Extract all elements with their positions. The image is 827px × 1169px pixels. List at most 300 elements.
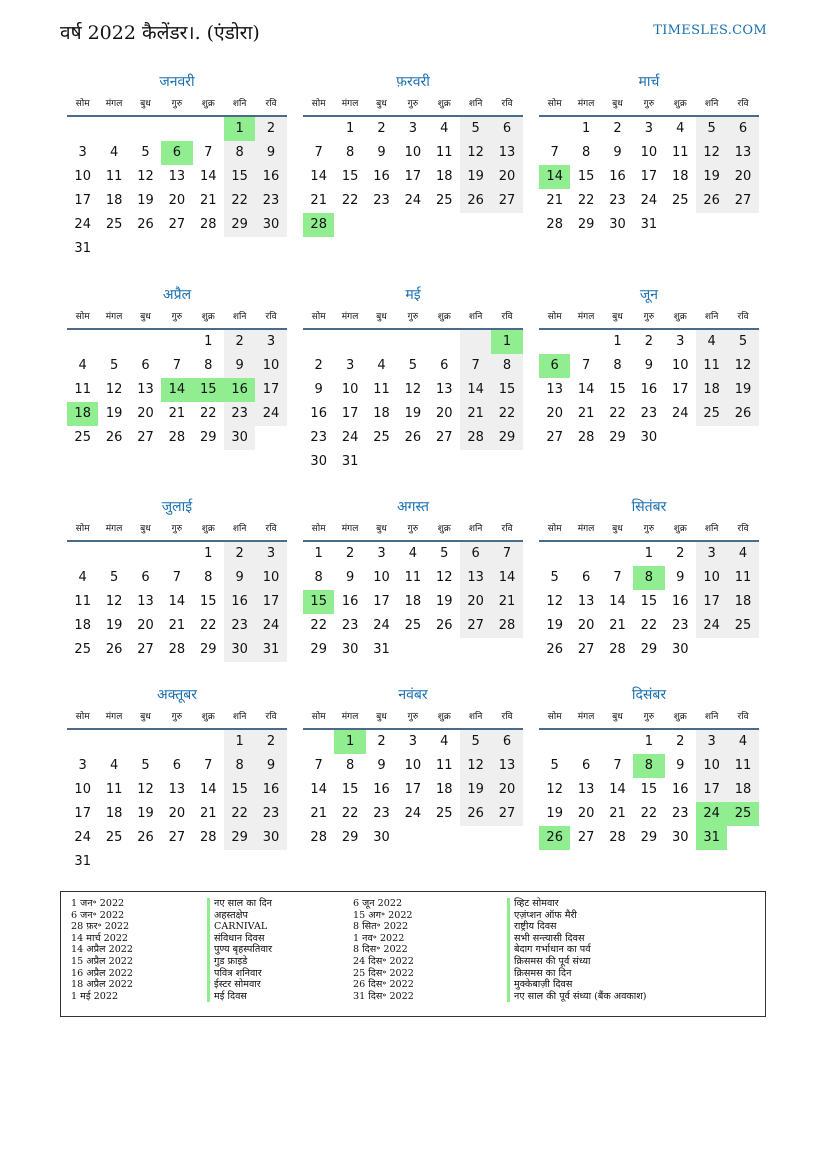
day-cell[interactable]: 12 xyxy=(137,169,154,184)
day-cell[interactable]: 2 xyxy=(377,734,386,749)
day-cell[interactable]: 14 xyxy=(199,782,217,797)
day-cell[interactable]: 16 xyxy=(671,594,689,609)
day-cell[interactable]: 13 xyxy=(491,141,522,165)
day-cell[interactable]: 26 xyxy=(460,189,491,213)
day-cell[interactable]: 13 xyxy=(168,782,186,797)
day-cell[interactable]: 21 xyxy=(310,193,327,208)
day-cell[interactable]: 17 xyxy=(255,590,286,614)
day-cell[interactable]: 29 xyxy=(609,430,626,445)
day-cell[interactable]: 9 xyxy=(613,145,622,160)
day-cell[interactable]: 30 xyxy=(671,830,689,845)
day-cell[interactable]: 2 xyxy=(676,734,685,749)
day-cell[interactable]: 25 xyxy=(105,830,123,845)
day-cell[interactable]: 26 xyxy=(546,642,563,657)
day-cell[interactable]: 8 xyxy=(345,758,355,773)
day-cell[interactable]: 29 xyxy=(341,830,359,845)
day-cell[interactable]: 6 xyxy=(172,758,181,773)
day-cell[interactable]: 13 xyxy=(168,169,186,184)
day-cell[interactable]: 2 xyxy=(676,546,685,561)
day-cell[interactable]: 21 xyxy=(609,806,626,821)
day-cell[interactable]: 24 xyxy=(640,193,658,208)
day-cell[interactable]: 3 xyxy=(644,121,653,136)
day-cell[interactable]: 14 xyxy=(491,566,522,590)
day-cell[interactable]: 19 xyxy=(404,406,422,421)
day-cell[interactable]: 11 xyxy=(727,754,758,778)
day-cell[interactable]: 5 xyxy=(460,117,491,141)
day-cell[interactable]: 25 xyxy=(105,217,123,232)
day-cell[interactable]: 24 xyxy=(696,802,727,826)
day-cell[interactable]: 16 xyxy=(224,378,255,402)
day-cell[interactable]: 4 xyxy=(109,758,119,773)
day-cell[interactable]: 2 xyxy=(644,334,653,349)
day-cell[interactable]: 5 xyxy=(440,546,449,561)
day-cell[interactable]: 18 xyxy=(105,193,123,208)
day-cell[interactable]: 25 xyxy=(404,618,422,633)
day-cell[interactable]: 18 xyxy=(671,169,689,184)
day-cell[interactable]: 14 xyxy=(609,782,626,797)
day-cell[interactable]: 1 xyxy=(224,117,255,141)
day-cell[interactable]: 7 xyxy=(550,145,559,160)
day-cell[interactable]: 23 xyxy=(341,618,359,633)
day-cell[interactable]: 20 xyxy=(168,193,186,208)
day-cell[interactable]: 28 xyxy=(199,830,217,845)
day-cell[interactable]: 3 xyxy=(255,330,286,354)
day-cell[interactable]: 6 xyxy=(727,117,758,141)
day-cell[interactable]: 9 xyxy=(676,758,685,773)
day-cell[interactable]: 18 xyxy=(74,618,91,633)
day-cell[interactable]: 11 xyxy=(435,145,453,160)
day-cell[interactable]: 7 xyxy=(613,570,622,585)
day-cell[interactable]: 16 xyxy=(341,594,359,609)
day-cell[interactable]: 15 xyxy=(193,378,224,402)
day-cell[interactable]: 5 xyxy=(550,570,559,585)
day-cell[interactable]: 7 xyxy=(460,354,491,378)
day-cell[interactable]: 4 xyxy=(727,542,758,566)
day-cell[interactable]: 18 xyxy=(435,169,453,184)
day-cell[interactable]: 13 xyxy=(577,782,595,797)
day-cell[interactable]: 1 xyxy=(314,546,323,561)
day-cell[interactable]: 13 xyxy=(546,382,563,397)
day-cell[interactable]: 8 xyxy=(613,358,622,373)
day-cell[interactable]: 10 xyxy=(74,169,91,184)
day-cell[interactable]: 28 xyxy=(303,213,334,237)
day-cell[interactable]: 31 xyxy=(74,854,91,869)
day-cell[interactable]: 8 xyxy=(581,145,591,160)
day-cell[interactable]: 10 xyxy=(404,145,422,160)
day-cell[interactable]: 11 xyxy=(74,594,91,609)
day-cell[interactable]: 24 xyxy=(255,614,286,638)
day-cell[interactable]: 18 xyxy=(727,778,758,802)
day-cell[interactable]: 30 xyxy=(373,830,390,845)
day-cell[interactable]: 11 xyxy=(373,382,390,397)
day-cell[interactable]: 21 xyxy=(168,618,186,633)
day-cell[interactable]: 4 xyxy=(109,145,119,160)
day-cell[interactable]: 12 xyxy=(460,141,491,165)
day-cell[interactable]: 30 xyxy=(255,826,286,850)
day-cell[interactable]: 6 xyxy=(539,354,570,378)
day-cell[interactable]: 20 xyxy=(577,618,595,633)
day-cell[interactable]: 11 xyxy=(105,169,123,184)
day-cell[interactable]: 21 xyxy=(199,806,217,821)
day-cell[interactable]: 22 xyxy=(224,802,255,826)
day-cell[interactable]: 31 xyxy=(255,638,286,662)
day-cell[interactable]: 6 xyxy=(491,730,522,754)
day-cell[interactable]: 24 xyxy=(373,618,390,633)
day-cell[interactable]: 4 xyxy=(696,330,727,354)
day-cell[interactable]: 27 xyxy=(137,430,154,445)
day-cell[interactable]: 27 xyxy=(460,614,491,638)
day-cell[interactable]: 8 xyxy=(314,570,323,585)
day-cell[interactable]: 6 xyxy=(491,117,522,141)
day-cell[interactable]: 1 xyxy=(613,334,622,349)
day-cell[interactable]: 26 xyxy=(539,826,570,850)
day-cell[interactable]: 24 xyxy=(404,806,422,821)
day-cell[interactable]: 15 xyxy=(199,594,217,609)
day-cell[interactable]: 16 xyxy=(310,406,327,421)
day-cell[interactable]: 30 xyxy=(640,430,658,445)
day-cell[interactable]: 15 xyxy=(341,782,359,797)
day-cell[interactable]: 2 xyxy=(255,730,286,754)
day-cell[interactable]: 14 xyxy=(577,382,595,397)
day-cell[interactable]: 3 xyxy=(408,734,417,749)
day-cell[interactable]: 23 xyxy=(224,614,255,638)
day-cell[interactable]: 1 xyxy=(644,546,653,561)
day-cell[interactable]: 21 xyxy=(491,590,522,614)
day-cell[interactable]: 17 xyxy=(404,782,422,797)
day-cell[interactable]: 15 xyxy=(224,165,255,189)
day-cell[interactable]: 11 xyxy=(105,782,123,797)
day-cell[interactable]: 17 xyxy=(74,806,91,821)
day-cell[interactable]: 12 xyxy=(546,782,563,797)
day-cell[interactable]: 25 xyxy=(727,802,758,826)
day-cell[interactable]: 3 xyxy=(78,758,87,773)
day-cell[interactable]: 18 xyxy=(435,782,453,797)
day-cell[interactable]: 13 xyxy=(435,382,453,397)
day-cell[interactable]: 15 xyxy=(224,778,255,802)
day-cell[interactable]: 9 xyxy=(224,566,255,590)
day-cell[interactable]: 10 xyxy=(640,145,658,160)
day-cell[interactable]: 21 xyxy=(460,402,491,426)
day-cell[interactable]: 26 xyxy=(696,189,727,213)
day-cell[interactable]: 27 xyxy=(137,642,154,657)
day-cell[interactable]: 7 xyxy=(172,570,181,585)
day-cell[interactable]: 14 xyxy=(539,165,570,189)
day-cell[interactable]: 24 xyxy=(404,193,422,208)
day-cell[interactable]: 4 xyxy=(440,734,449,749)
day-cell[interactable]: 26 xyxy=(435,618,453,633)
day-cell[interactable]: 22 xyxy=(577,193,595,208)
day-cell[interactable]: 10 xyxy=(696,754,727,778)
day-cell[interactable]: 19 xyxy=(105,406,123,421)
day-cell[interactable]: 24 xyxy=(671,406,689,421)
day-cell[interactable]: 4 xyxy=(440,121,449,136)
day-cell[interactable]: 26 xyxy=(727,402,758,426)
day-cell[interactable]: 7 xyxy=(204,758,213,773)
day-cell[interactable]: 29 xyxy=(491,426,522,450)
day-cell[interactable]: 17 xyxy=(696,778,727,802)
day-cell[interactable]: 19 xyxy=(546,806,563,821)
day-cell[interactable]: 4 xyxy=(78,570,87,585)
day-cell[interactable]: 7 xyxy=(581,358,591,373)
day-cell[interactable]: 1 xyxy=(204,546,213,561)
day-cell[interactable]: 24 xyxy=(341,430,359,445)
day-cell[interactable]: 19 xyxy=(696,165,727,189)
day-cell[interactable]: 8 xyxy=(224,754,255,778)
day-cell[interactable]: 26 xyxy=(137,830,154,845)
day-cell[interactable]: 7 xyxy=(613,758,622,773)
day-cell[interactable]: 17 xyxy=(74,193,91,208)
day-cell[interactable]: 20 xyxy=(137,618,154,633)
day-cell[interactable]: 11 xyxy=(727,566,758,590)
day-cell[interactable]: 28 xyxy=(577,430,595,445)
day-cell[interactable]: 20 xyxy=(460,590,491,614)
day-cell[interactable]: 5 xyxy=(141,145,150,160)
day-cell[interactable]: 30 xyxy=(341,642,359,657)
day-cell[interactable]: 17 xyxy=(696,590,727,614)
day-cell[interactable]: 18 xyxy=(373,406,390,421)
day-cell[interactable]: 5 xyxy=(696,117,727,141)
day-cell[interactable]: 28 xyxy=(460,426,491,450)
day-cell[interactable]: 13 xyxy=(727,141,758,165)
day-cell[interactable]: 1 xyxy=(581,121,591,136)
day-cell[interactable]: 31 xyxy=(74,241,91,256)
day-cell[interactable]: 19 xyxy=(105,618,123,633)
day-cell[interactable]: 22 xyxy=(491,402,522,426)
day-cell[interactable]: 5 xyxy=(109,358,119,373)
day-cell[interactable]: 8 xyxy=(345,145,355,160)
day-cell[interactable]: 16 xyxy=(255,778,286,802)
day-cell[interactable]: 29 xyxy=(640,642,658,657)
day-cell[interactable]: 29 xyxy=(224,826,255,850)
day-cell[interactable]: 16 xyxy=(373,169,390,184)
day-cell[interactable]: 3 xyxy=(345,358,355,373)
day-cell[interactable]: 18 xyxy=(67,402,98,426)
day-cell[interactable]: 22 xyxy=(199,618,217,633)
day-cell[interactable]: 27 xyxy=(168,217,186,232)
day-cell[interactable]: 3 xyxy=(696,730,727,754)
day-cell[interactable]: 30 xyxy=(255,213,286,237)
day-cell[interactable]: 31 xyxy=(640,217,658,232)
day-cell[interactable]: 8 xyxy=(204,570,213,585)
day-cell[interactable]: 22 xyxy=(609,406,626,421)
day-cell[interactable]: 31 xyxy=(341,454,359,469)
day-cell[interactable]: 5 xyxy=(141,758,150,773)
day-cell[interactable]: 10 xyxy=(74,782,91,797)
day-cell[interactable]: 16 xyxy=(671,782,689,797)
day-cell[interactable]: 29 xyxy=(640,830,658,845)
day-cell[interactable]: 7 xyxy=(314,145,323,160)
day-cell[interactable]: 4 xyxy=(676,121,685,136)
day-cell[interactable]: 6 xyxy=(141,358,150,373)
day-cell[interactable]: 28 xyxy=(609,642,626,657)
day-cell[interactable]: 27 xyxy=(435,430,453,445)
day-cell[interactable]: 29 xyxy=(224,213,255,237)
day-cell[interactable]: 24 xyxy=(74,217,91,232)
day-cell[interactable]: 28 xyxy=(546,217,563,232)
day-cell[interactable]: 2 xyxy=(345,546,355,561)
day-cell[interactable]: 12 xyxy=(435,570,453,585)
day-cell[interactable]: 8 xyxy=(204,358,213,373)
day-cell[interactable]: 9 xyxy=(377,145,386,160)
day-cell[interactable]: 26 xyxy=(137,217,154,232)
day-cell[interactable]: 30 xyxy=(224,638,255,662)
day-cell[interactable]: 11 xyxy=(671,145,689,160)
day-cell[interactable]: 12 xyxy=(105,594,123,609)
day-cell[interactable]: 28 xyxy=(310,830,327,845)
day-cell[interactable]: 16 xyxy=(640,382,658,397)
day-cell[interactable]: 13 xyxy=(137,594,154,609)
day-cell[interactable]: 12 xyxy=(105,382,123,397)
day-cell[interactable]: 25 xyxy=(373,430,390,445)
day-cell[interactable]: 25 xyxy=(671,193,689,208)
day-cell[interactable]: 30 xyxy=(671,642,689,657)
day-cell[interactable]: 30 xyxy=(609,217,626,232)
day-cell[interactable]: 27 xyxy=(168,830,186,845)
day-cell[interactable]: 29 xyxy=(310,642,327,657)
day-cell[interactable]: 5 xyxy=(408,358,417,373)
day-cell[interactable]: 9 xyxy=(314,382,323,397)
day-cell[interactable]: 14 xyxy=(168,594,186,609)
day-cell[interactable]: 19 xyxy=(546,618,563,633)
day-cell[interactable]: 20 xyxy=(577,806,595,821)
day-cell[interactable]: 23 xyxy=(224,402,255,426)
day-cell[interactable]: 17 xyxy=(671,382,689,397)
day-cell[interactable]: 27 xyxy=(577,830,595,845)
site-link[interactable]: TIMESLES.COM xyxy=(653,23,767,38)
day-cell[interactable]: 11 xyxy=(74,382,91,397)
day-cell[interactable]: 28 xyxy=(168,642,186,657)
day-cell[interactable]: 9 xyxy=(644,358,653,373)
day-cell[interactable]: 17 xyxy=(373,594,390,609)
day-cell[interactable]: 15 xyxy=(609,382,626,397)
day-cell[interactable]: 6 xyxy=(581,570,591,585)
day-cell[interactable]: 13 xyxy=(491,754,522,778)
day-cell[interactable]: 30 xyxy=(310,454,327,469)
day-cell[interactable]: 31 xyxy=(373,642,390,657)
day-cell[interactable]: 4 xyxy=(377,358,386,373)
day-cell[interactable]: 25 xyxy=(727,614,758,638)
day-cell[interactable]: 3 xyxy=(255,542,286,566)
day-cell[interactable]: 7 xyxy=(172,358,181,373)
day-cell[interactable]: 11 xyxy=(435,758,453,773)
day-cell[interactable]: 1 xyxy=(334,730,365,754)
day-cell[interactable]: 22 xyxy=(341,193,359,208)
day-cell[interactable]: 9 xyxy=(255,754,286,778)
day-cell[interactable]: 22 xyxy=(640,806,658,821)
day-cell[interactable]: 9 xyxy=(377,758,386,773)
day-cell[interactable]: 15 xyxy=(303,590,334,614)
day-cell[interactable]: 28 xyxy=(609,830,626,845)
day-cell[interactable]: 17 xyxy=(255,378,286,402)
day-cell[interactable]: 10 xyxy=(404,758,422,773)
day-cell[interactable]: 24 xyxy=(74,830,91,845)
day-cell[interactable]: 12 xyxy=(546,594,563,609)
day-cell[interactable]: 8 xyxy=(633,754,664,778)
day-cell[interactable]: 6 xyxy=(581,758,591,773)
day-cell[interactable]: 3 xyxy=(408,121,417,136)
day-cell[interactable]: 11 xyxy=(696,354,727,378)
day-cell[interactable]: 20 xyxy=(137,406,154,421)
day-cell[interactable]: 18 xyxy=(404,594,422,609)
day-cell[interactable]: 3 xyxy=(78,145,87,160)
day-cell[interactable]: 25 xyxy=(435,806,453,821)
day-cell[interactable]: 6 xyxy=(161,141,192,165)
day-cell[interactable]: 24 xyxy=(255,402,286,426)
day-cell[interactable]: 21 xyxy=(546,193,563,208)
day-cell[interactable]: 15 xyxy=(640,782,658,797)
day-cell[interactable]: 3 xyxy=(676,334,685,349)
day-cell[interactable]: 18 xyxy=(727,590,758,614)
day-cell[interactable]: 20 xyxy=(491,778,522,802)
day-cell[interactable]: 28 xyxy=(491,614,522,638)
day-cell[interactable]: 23 xyxy=(255,189,286,213)
day-cell[interactable]: 25 xyxy=(696,402,727,426)
day-cell[interactable]: 10 xyxy=(255,354,286,378)
day-cell[interactable]: 20 xyxy=(546,406,563,421)
day-cell[interactable]: 19 xyxy=(460,165,491,189)
day-cell[interactable]: 23 xyxy=(310,430,327,445)
day-cell[interactable]: 3 xyxy=(377,546,386,561)
day-cell[interactable]: 1 xyxy=(491,330,522,354)
day-cell[interactable]: 26 xyxy=(460,802,491,826)
day-cell[interactable]: 5 xyxy=(727,330,758,354)
day-cell[interactable]: 20 xyxy=(491,165,522,189)
day-cell[interactable]: 11 xyxy=(404,570,422,585)
day-cell[interactable]: 13 xyxy=(137,382,154,397)
day-cell[interactable]: 8 xyxy=(633,566,664,590)
day-cell[interactable]: 20 xyxy=(168,806,186,821)
day-cell[interactable]: 30 xyxy=(224,426,255,450)
day-cell[interactable]: 23 xyxy=(373,193,390,208)
day-cell[interactable]: 23 xyxy=(373,806,390,821)
day-cell[interactable]: 24 xyxy=(696,614,727,638)
day-cell[interactable]: 20 xyxy=(727,165,758,189)
day-cell[interactable]: 1 xyxy=(224,730,255,754)
day-cell[interactable]: 29 xyxy=(199,430,217,445)
day-cell[interactable]: 28 xyxy=(168,430,186,445)
day-cell[interactable]: 19 xyxy=(460,778,491,802)
day-cell[interactable]: 14 xyxy=(609,594,626,609)
day-cell[interactable]: 5 xyxy=(109,570,119,585)
day-cell[interactable]: 26 xyxy=(105,430,123,445)
day-cell[interactable]: 26 xyxy=(404,430,422,445)
day-cell[interactable]: 23 xyxy=(609,193,626,208)
day-cell[interactable]: 19 xyxy=(435,594,453,609)
day-cell[interactable]: 25 xyxy=(74,430,91,445)
day-cell[interactable]: 21 xyxy=(310,806,327,821)
day-cell[interactable]: 7 xyxy=(204,145,213,160)
day-cell[interactable]: 7 xyxy=(491,542,522,566)
day-cell[interactable]: 16 xyxy=(255,165,286,189)
day-cell[interactable]: 12 xyxy=(727,354,758,378)
day-cell[interactable]: 6 xyxy=(141,570,150,585)
day-cell[interactable]: 27 xyxy=(727,189,758,213)
day-cell[interactable]: 28 xyxy=(199,217,217,232)
day-cell[interactable]: 13 xyxy=(460,566,491,590)
day-cell[interactable]: 12 xyxy=(137,782,154,797)
day-cell[interactable]: 27 xyxy=(577,642,595,657)
day-cell[interactable]: 25 xyxy=(435,193,453,208)
day-cell[interactable]: 6 xyxy=(460,542,491,566)
day-cell[interactable]: 10 xyxy=(255,566,286,590)
day-cell[interactable]: 14 xyxy=(310,169,327,184)
day-cell[interactable]: 12 xyxy=(404,382,422,397)
day-cell[interactable]: 21 xyxy=(609,618,626,633)
day-cell[interactable]: 3 xyxy=(696,542,727,566)
day-cell[interactable]: 9 xyxy=(345,570,355,585)
day-cell[interactable]: 22 xyxy=(640,618,658,633)
day-cell[interactable]: 23 xyxy=(255,802,286,826)
